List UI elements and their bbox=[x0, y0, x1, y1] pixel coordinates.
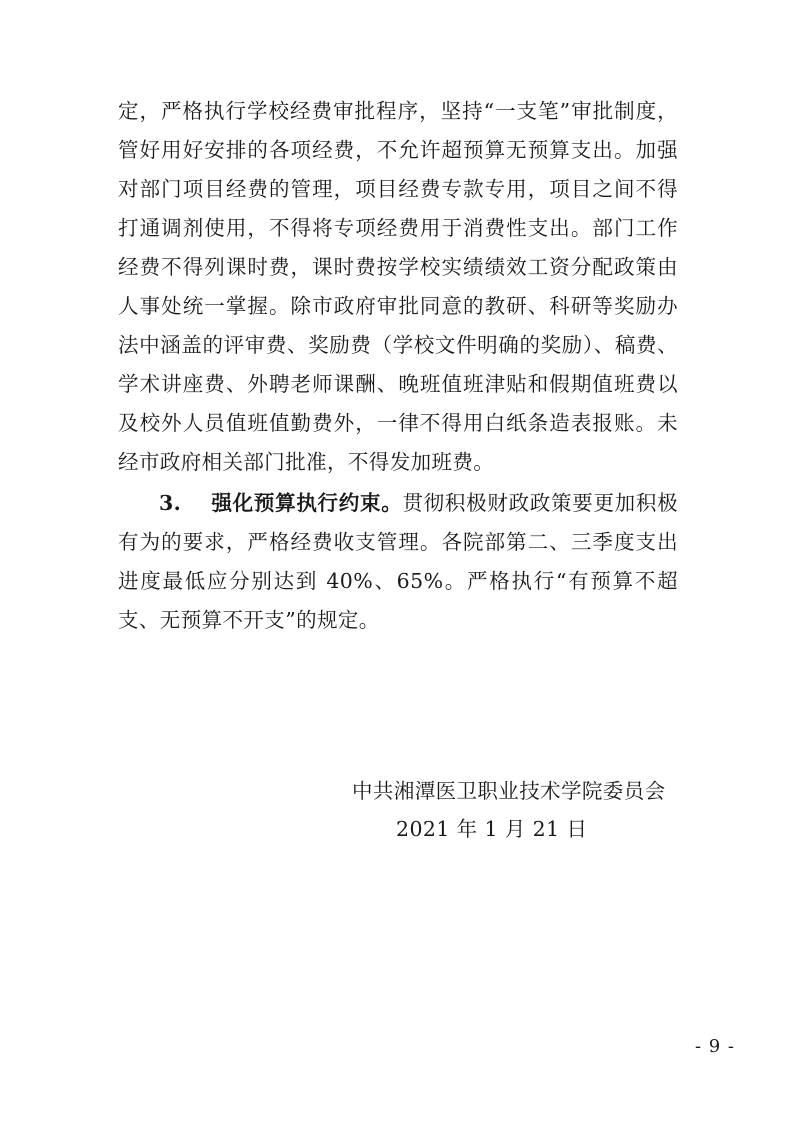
paragraph-heading: 强化预算执行约束。 bbox=[211, 491, 403, 515]
signature-organization: 中共湘潭医卫职业技术学院委员会 bbox=[352, 779, 666, 803]
paragraph-item-3 bbox=[118, 484, 678, 640]
signature-date: 2021 年 1 月 21 日 bbox=[396, 817, 588, 841]
list-number-spacer bbox=[188, 491, 204, 515]
signature-block bbox=[352, 772, 682, 848]
document-body bbox=[118, 92, 678, 640]
paragraph-item-3-text: 贯彻积极财政政策要更加积极有为的要求，严格经费收支管理。各院部第二、三季度支出进度最低应分别达到 40%、65%。严格执行“有预算不超支、无预算不开支”的规定。 bbox=[118, 491, 679, 632]
list-number: 3. bbox=[159, 491, 182, 515]
paragraph-continued: 定，严格执行学校经费审批程序，坚持“一支笔”审批制度，管好用好安排的各项经费，不允许超预算无预算支出。加强对部门项目经费的管理，项目经费专款专用，项目之间不得打通调剂使用，不得将专项经费用于消费性支出。部门工作经费不得列课时费，课时费按学校实绩绩效工资分配政策由人事处统一掌握。除市政府审批同意的教研、科研等奖励办法中涵盖的评审费、奖励费（学校文件明确的奖励）、稿费、学术讲座费、外聘老师课酬、晚班值班津贴和假期值班费以及校外人员值班值勤费外，一律不得用白纸条造表报账。未经市政府相关部门批准，不得发加班费。 bbox=[118, 99, 678, 474]
page-number: - 9 - bbox=[694, 1036, 735, 1057]
